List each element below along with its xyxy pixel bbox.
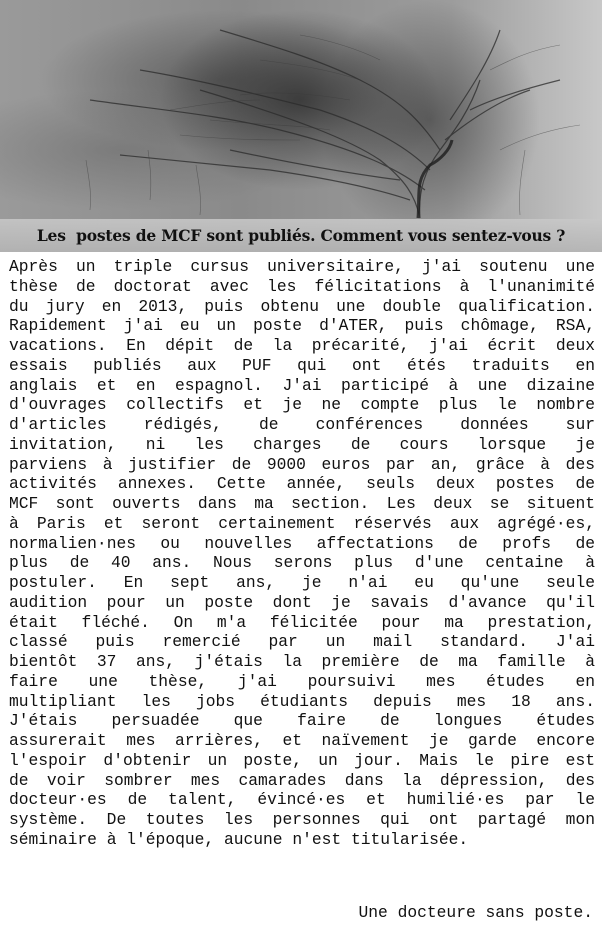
text-line: d'ouvrages collectifs et je ne compte plus le nombre xyxy=(9,395,595,415)
text-line: essais publiés aux PUF qui ont étés traduits en xyxy=(9,355,595,375)
text-line: à Paris et seront certainement réservés aux agrégé·es, xyxy=(9,513,595,533)
text-line: invitation, ni les charges de cours lorsque je xyxy=(9,434,595,454)
signature: Une docteure sans poste. xyxy=(358,903,593,922)
text-line: assurerait mes arrières, et naïvement je garde encore xyxy=(9,731,595,750)
text-line: thèse de doctorat avec les félicitations à l'unanimité xyxy=(9,276,595,296)
text-line: postuler. En sept ans, je n'ai eu qu'une seule xyxy=(9,573,595,592)
text-line: classé puis remercié par un mail standard. J'ai xyxy=(9,632,595,652)
text-line: du jury en 2013, puis obtenu une double qualification. xyxy=(9,296,595,316)
header-photo xyxy=(0,0,602,252)
text-line: l'espoir d'obtenir un poste, un jour. Mais le pire est xyxy=(9,750,595,770)
text-line: était fléché. On m'a félicitée pour ma prestation, xyxy=(9,612,595,632)
text-line: Rapidement j'ai eu un poste d'ATER, puis chômage, RSA, xyxy=(9,316,595,336)
caption-band xyxy=(0,219,602,252)
text-line: système. De toutes les personnes qui ont partagé mon xyxy=(9,810,595,829)
text-line: multipliant les jobs étudiants depuis mes 18 ans. xyxy=(9,691,595,711)
text-line: faire une thèse, j'ai poursuivi mes études en xyxy=(9,671,595,691)
text-line: MCF sont ouverts dans ma section. Les deux se situent xyxy=(9,494,595,513)
text-line: docteur·es de talent, évincé·es et humilié·es par le xyxy=(9,790,595,810)
testimony-text xyxy=(9,257,595,850)
text-line: bientôt 37 ans, j'étais la première de ma famille à xyxy=(9,652,595,671)
text-line: vacations. En dépit de la précarité, j'ai écrit deux xyxy=(9,336,595,355)
text-line: anglais et en espagnol. J'ai participé à une dizaine xyxy=(9,375,595,395)
text-line: activités annexes. Cette année, seuls deux postes de xyxy=(9,474,595,494)
text-line: d'articles rédigés, de conférences données sur xyxy=(9,415,595,434)
text-line: Après un triple cursus universitaire, j'ai soutenu une xyxy=(9,257,595,276)
text-line: plus de 40 ans. Nous serons plus d'une centaine à xyxy=(9,553,595,573)
text-line: séminaire à l'époque, aucune n'est titularisée. xyxy=(9,829,469,849)
text-line: normalien·nes ou nouvelles affectations de profs de xyxy=(9,533,595,553)
windswept-tree-illustration xyxy=(0,0,602,252)
headline-caption: Les postes de MCF sont publiés. Comment vous sentez-vous ? xyxy=(36,226,566,245)
text-line: de voir sombrer mes camarades dans la dépression, des xyxy=(9,770,595,790)
text-line: J'étais persuadée que faire de longues études xyxy=(9,711,595,731)
text-line: parviens à justifier de 9000 euros par an, grâce à des xyxy=(9,454,595,474)
text-line: audition pour un poste dont je savais d'avance qu'il xyxy=(9,592,595,612)
